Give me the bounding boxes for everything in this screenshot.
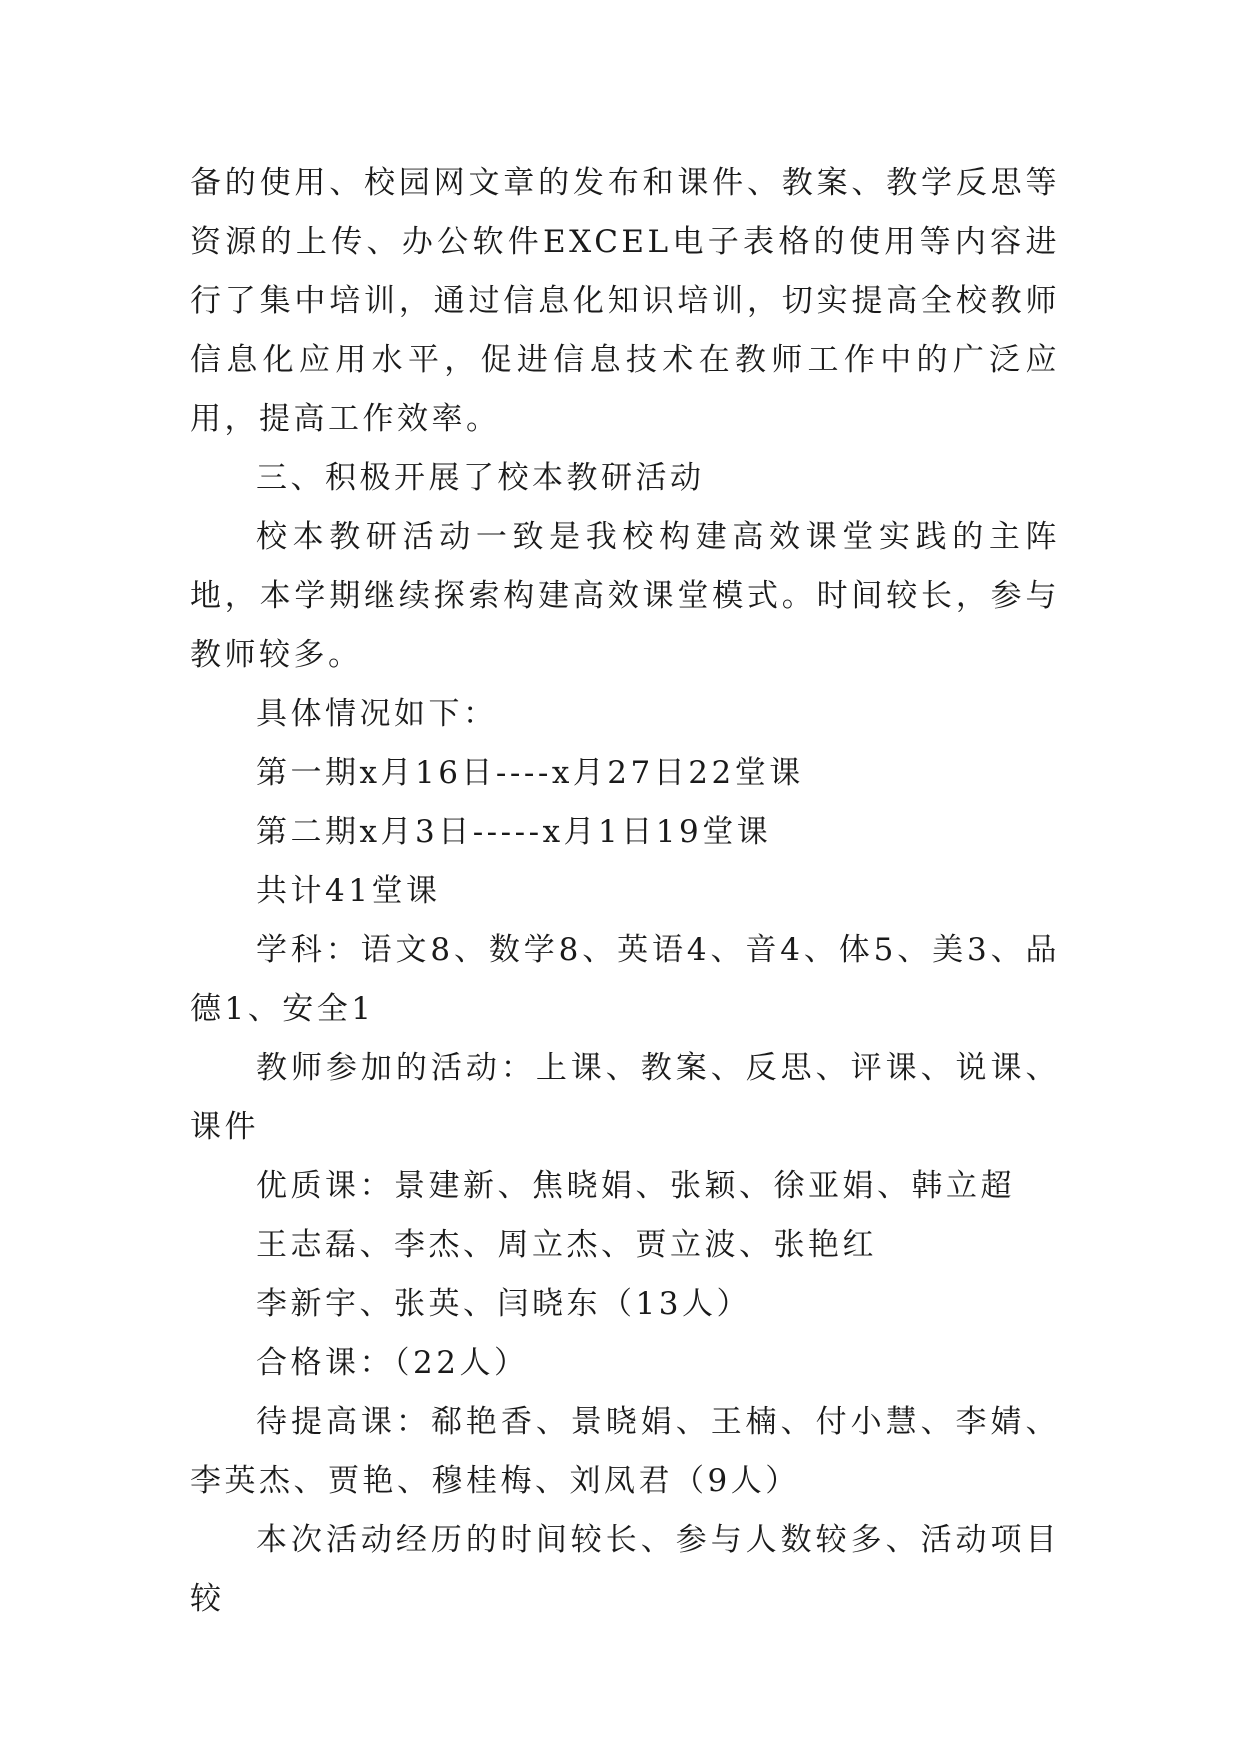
paragraph-activities: 教师参加的活动：上课、教案、反思、评课、说课、课件 [190, 1050, 1060, 1145]
paragraph-subjects: 学科：语文8、数学8、英语4、音4、体5、美3、品德1、安全1 [190, 932, 1060, 1027]
paragraph-qualified-lessons: 合格课：（22人） [256, 1345, 529, 1381]
paragraph-summary: 本次活动经历的时间较长、参与人数较多、活动项目较 [190, 1522, 1060, 1617]
paragraph-quality-lessons-3: 李新宇、张英、闫晓东（13人） [256, 1286, 751, 1322]
paragraph-quality-lessons-2: 王志磊、李杰、周立杰、贾立波、张艳红 [256, 1227, 877, 1263]
paragraph-training: 备的使用、校园网文章的发布和课件、教案、教学反思等资源的上传、办公软件EXCEL电子表格的使用等内容进行了集中培训，通过信息化知识培训，切实提高全校教师信息化应用水平，促进信息技术在教师工作中的广泛应用，提高工作效率。 [190, 165, 1060, 437]
paragraph-phase-1: 第一期x月16日----x月27日22堂课 [256, 755, 804, 791]
paragraph-details-label: 具体情况如下： [256, 696, 498, 732]
paragraph-improve-lessons: 待提高课：郗艳香、景晓娟、王楠、付小慧、李婧、李英杰、贾艳、穆桂梅、刘凤君（9人） [190, 1404, 1060, 1499]
paragraph-phase-2: 第二期x月3日-----x月1日19堂课 [256, 814, 772, 850]
paragraph-research-intro: 校本教研活动一致是我校构建高效课堂实践的主阵地，本学期继续探索构建高效课堂模式。时间较长，参与教师较多。 [190, 519, 1060, 673]
paragraph-quality-lessons-1: 优质课：景建新、焦晓娟、张颖、徐亚娟、韩立超 [256, 1168, 1015, 1204]
section-heading-3: 三、积极开展了校本教研活动 [256, 460, 705, 496]
document-body [190, 154, 1060, 1629]
paragraph-total-lessons: 共计41堂课 [256, 873, 441, 909]
